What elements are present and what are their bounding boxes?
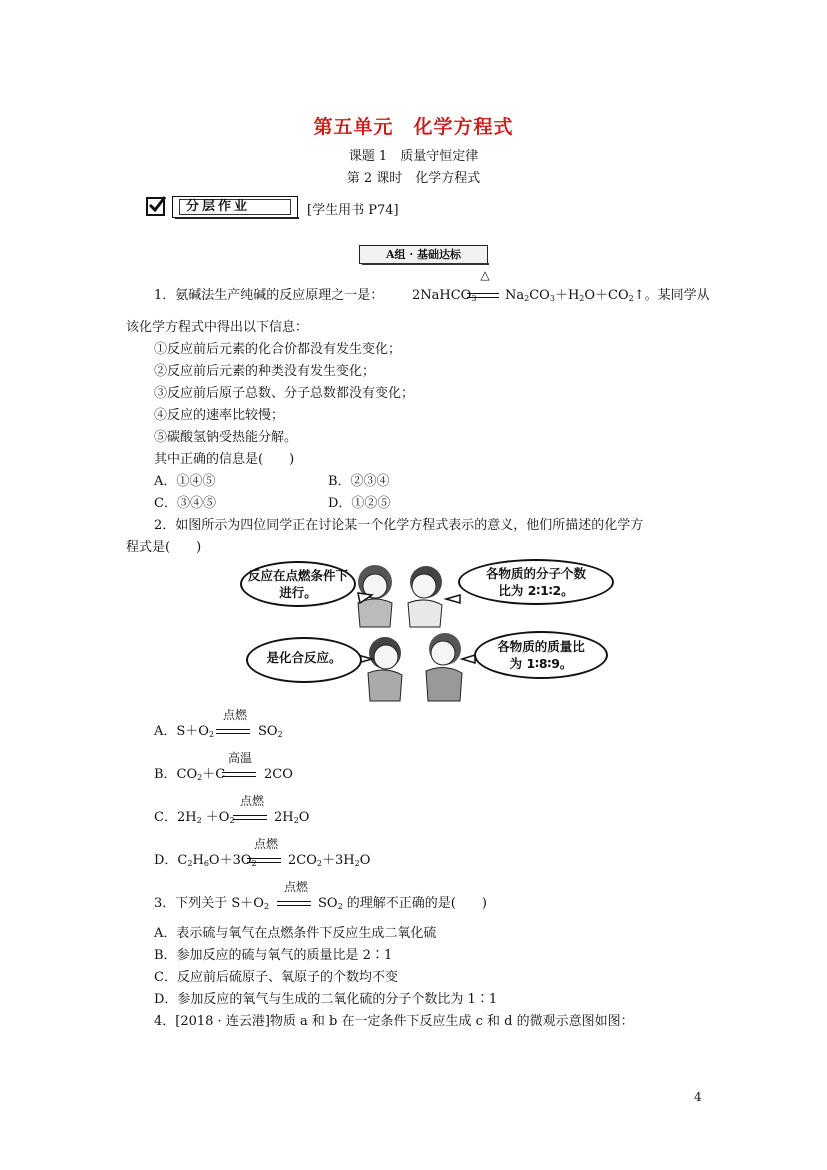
- q2-line2: 程式是( ): [126, 540, 202, 555]
- q1-item: ⑤碳酸氢钠受热能分解。: [154, 430, 298, 445]
- book-reference: [学生用书 P74]: [307, 203, 399, 218]
- q2-option-d-rhs: $2CO_2+3H_2O$: [288, 853, 371, 868]
- q4-line1: 4．[2018 · 连云港]物质 a 和 b 在一定条件下反应生成 c 和 d 的微观示意图如图：: [154, 1014, 634, 1029]
- q1-option-a: A．①④⑤: [154, 474, 216, 489]
- q2-option-c-rhs: $2H_2O$: [274, 810, 310, 825]
- homework-banner: [172, 196, 298, 218]
- ignite-condition: 点燃: [239, 794, 264, 808]
- q3-option: D．参加反应的氧气与生成的二氧化硫的分子个数比为 1∶1: [154, 992, 498, 1007]
- q2-option-b-rhs: 2CO: [264, 767, 293, 782]
- q1-item: ④反应的速率比较慢；: [154, 408, 285, 423]
- q1-reactant: 2NaHCO$_3$: [412, 288, 477, 303]
- q2-option-b: B．$CO_2+C$: [154, 767, 226, 782]
- equation-equals-sign: [247, 858, 281, 863]
- ignite-condition: 点燃: [253, 837, 278, 851]
- speech-bubble: 各物质的质量比为 1∶8∶9。: [474, 631, 608, 679]
- q2-line1: 2．如图所示为四位同学正在讨论某一个化学方程式表示的意义，他们所描述的化学方: [154, 518, 644, 533]
- speech-bubble: 反应在点燃条件下进行。: [240, 561, 356, 607]
- q1-intro: 1．氨碱法生产纯碱的反应原理之一是：: [154, 288, 384, 303]
- ignite-condition: 点燃: [222, 708, 247, 722]
- q3-option: A．表示硫与氧气在点燃条件下反应生成二氧化硫: [154, 926, 437, 941]
- q1-line2: 该化学方程式中得出以下信息：: [126, 320, 309, 335]
- q2-option-a-rhs: $SO_2$: [258, 724, 283, 739]
- equation-equals-sign: [277, 901, 311, 906]
- q1-option-d: D．①②⑤: [328, 496, 391, 511]
- q2-option-d: D．$C_2H_6O+3O_2$: [154, 853, 257, 868]
- q1-option-c: C．③④⑤: [154, 496, 216, 511]
- heat-condition: △: [480, 268, 490, 282]
- period-title: 第 2 课时 化学方程式: [346, 171, 481, 186]
- q3-option: C．反应前后硫原子、氧原子的个数均不变: [154, 970, 398, 985]
- q1-item: ②反应前后元素的种类没有发生变化；: [154, 364, 376, 379]
- q3-option: B．参加反应的硫与氧气的质量比是 2∶1: [154, 948, 393, 963]
- equation-equals-sign: [222, 772, 256, 777]
- page-number: 4: [694, 1090, 702, 1104]
- high-temp-condition: 高温: [227, 751, 252, 765]
- equation-equals-sign: [216, 729, 250, 734]
- q1-item: ①反应前后元素的化合价都没有发生变化；: [154, 342, 402, 357]
- q3-lead: 3．下列关于 $S+O_2$: [154, 896, 270, 911]
- discussion-illustration: [240, 555, 620, 705]
- q3-tail: $SO_2$ 的理解不正确的是( ): [318, 896, 487, 911]
- q1-item: ③反应前后原子总数、分子总数都没有变化；: [154, 386, 415, 401]
- speech-bubble: 各物质的分子个数比为 2∶1∶2。: [458, 559, 614, 605]
- lesson-title: 课题 1 质量守恒定律: [348, 149, 479, 164]
- q2-option-c: C．$2H_2 +O_2$: [154, 810, 235, 825]
- homework-label: 分层作业: [179, 199, 291, 215]
- group-banner: [359, 245, 488, 264]
- equation-equals-sign: [233, 815, 267, 820]
- speech-bubble: 是化合反应。: [246, 637, 362, 683]
- q2-option-a: A．$S+O_2$: [154, 724, 215, 739]
- unit-title: 第五单元 化学方程式: [313, 116, 514, 138]
- q1-option-b: B．②③④: [328, 474, 390, 489]
- checkbox-icon: [146, 197, 165, 216]
- ignite-condition: 点燃: [283, 880, 308, 894]
- q1-question: 其中正确的信息是( ): [154, 452, 295, 467]
- equation-equals-sign: [467, 293, 499, 298]
- group-label: A组 · 基础达标: [385, 248, 462, 261]
- q1-products: $Na_2CO_3+H_2O+CO_2↑$。某同学从: [505, 288, 710, 303]
